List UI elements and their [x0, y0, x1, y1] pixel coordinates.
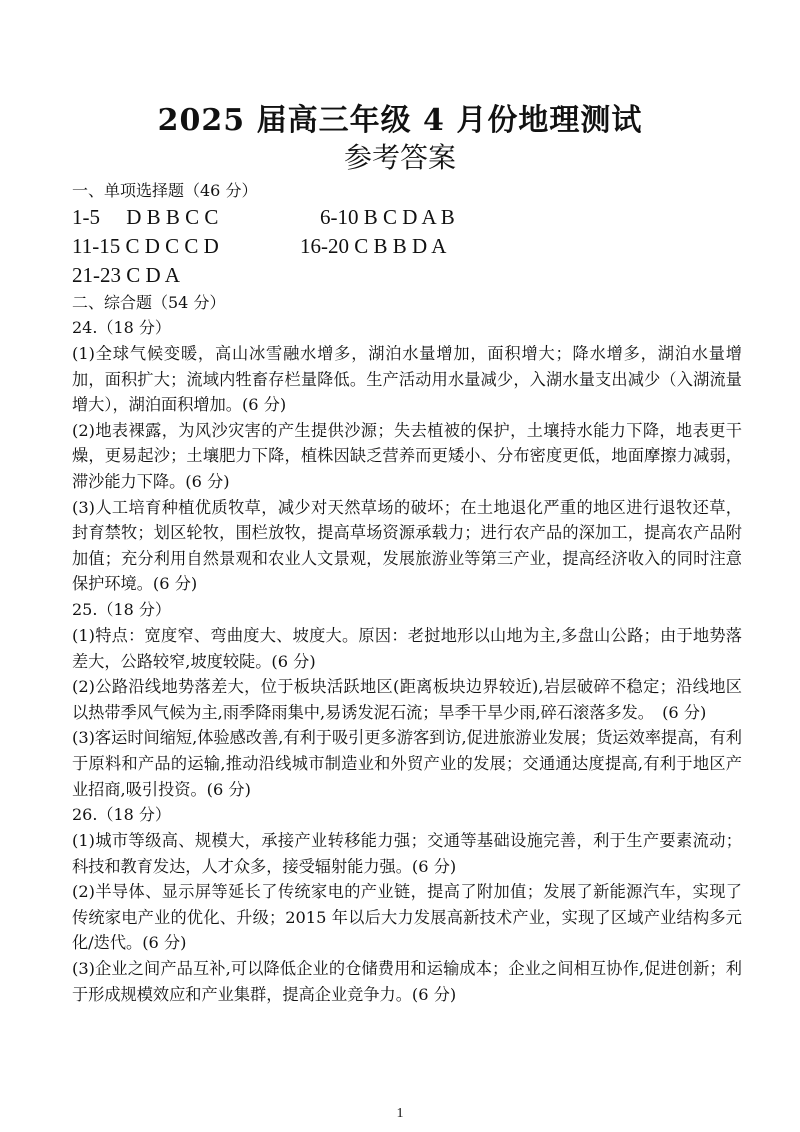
question-26-part-3: (3)企业之间产品互补,可以降低企业的仓储费用和运输成本；企业之间相互协作,促进创新；利于形成规模效应和产业集群，提高企业竞争力。(6 分) — [72, 959, 742, 1004]
choice-answers-left: 21-23 C D A — [72, 263, 180, 287]
choice-answers-left: 1-5 D B B C C — [72, 205, 219, 229]
page-title: 2025 届高三年级 4 月份地理测试 — [157, 103, 643, 138]
question-25-part-2: (2)公路沿线地势落差大，位于板块活跃地区(距离板块边界较近),岩层破碎不稳定；沿线地区以热带季风气候为主,雨季降雨集中,易诱发泥石流；旱季干旱少雨,碎石滚落多发。 (6 分) — [72, 677, 742, 722]
choice-answers-right: 16-20 C B B D A — [300, 234, 447, 258]
section-multiple-choice-heading: 一、单项选择题（46 分） — [72, 181, 258, 200]
page-number: 1 — [396, 1106, 404, 1121]
choice-answers-row — [72, 232, 742, 261]
page-subtitle: 参考答案 — [343, 141, 456, 174]
choice-answers-row — [72, 261, 742, 290]
question-26-part-2: (2)半导体、显示屏等延长了传统家电的产业链，提高了附加值；发展了新能源汽车，实现了传统家电产业的优化、升级；2015 年以后大力发展高新技术产业，实现了区域产业结构多元化/迭代。(6 分) — [72, 882, 742, 953]
answer-body — [72, 178, 742, 1007]
question-25-part-1: (1)特点：宽度窄、弯曲度大、坡度大。原因：老挝地形以山地为主,多盘山公路；由于地势落差大，公路较窄,坡度较陡。(6 分) — [72, 625, 742, 671]
question-25-part-3: (3)客运时间缩短,体验感改善,有利于吸引更多游客到访,促进旅游业发展；货运效率提高，有利于原料和产品的运输,推动沿线城市制造业和外贸产业的发展；交通通达度提高,有利于地区产业招商,吸引投资。(6 分) — [72, 728, 742, 799]
choice-answers-left: 11-15 C D C C D — [72, 234, 219, 258]
question-26-part-1: (1)城市等级高、规模大，承接产业转移能力强；交通等基础设施完善，利于生产要素流动；科技和教育发达，人才众多，接受辐射能力强。(6 分) — [72, 831, 742, 876]
question-25-label: 25.（18 分） — [72, 599, 171, 619]
question-24-part-3: (3)人工培育种植优质牧草，减少对天然草场的破坏；在土地退化严重的地区进行退牧还草，封育禁牧；划区轮牧，围栏放牧，提高草场资源承载力；进行农产品的深加工，提高农产品附加值；充分利用自然景观和农业人文景观，发展旅游业等第三产业，提高经济收入的同时注意保护环境。(6 分) — [72, 497, 742, 594]
choice-answers-row — [72, 203, 742, 232]
question-24-label: 24.（18 分） — [72, 318, 171, 337]
choice-answers-right: 6-10 B C D A B — [320, 205, 455, 229]
question-24-part-1: (1)全球气候变暖，高山冰雪融水增多，湖泊水量增加，面积增大；降水增多，湖泊水量增加，面积扩大；流域内牲畜存栏量降低。生产活动用水量减少，入湖水量支出减少（入湖流量增大），湖泊面积增加。(6 分) — [72, 344, 742, 415]
question-24-part-2: (2)地表裸露，为风沙灾害的产生提供沙源；失去植被的保护，土壤持水能力下降，地表更干燥，更易起沙；土壤肥力下降，植株因缺乏营养而更矮小、分布密度更低，地面摩擦力减弱，滞沙能力下降。(6 分) — [72, 420, 742, 491]
question-26-label: 26.（18 分） — [72, 805, 171, 825]
section-comprehensive-heading: 二、综合题（54 分） — [72, 293, 226, 312]
